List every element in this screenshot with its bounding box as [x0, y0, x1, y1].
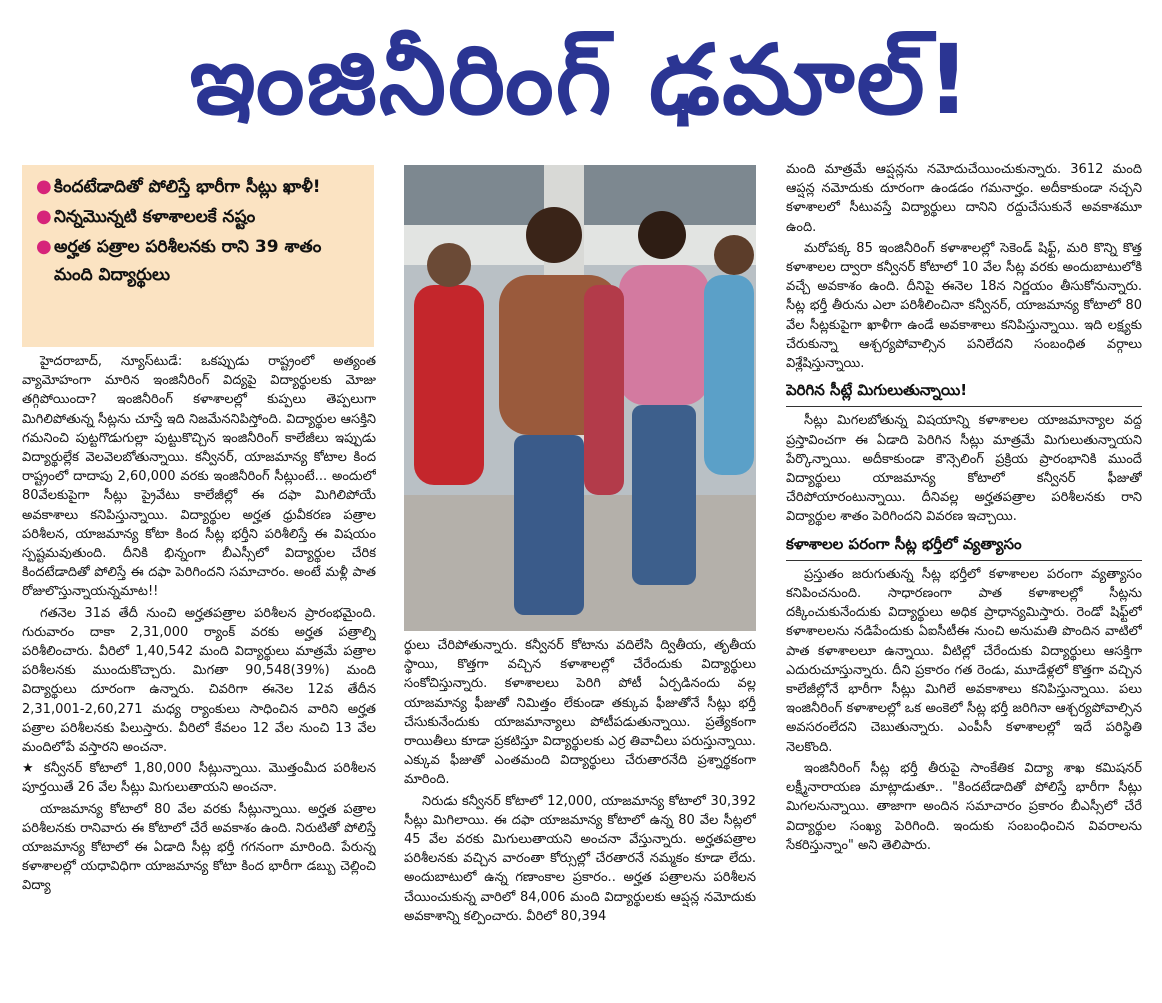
article-column-3 — [786, 160, 1142, 1000]
subheading: కళాశాలల పరంగా సీట్ల భర్తీలో వ్యత్యాసం — [786, 534, 1022, 553]
bullet-icon: ● — [36, 236, 52, 257]
bullet-icon: ● — [36, 176, 52, 197]
students-photo — [404, 165, 756, 631]
highlight-text: నిన్నమొన్నటి కళాశాలలకే నష్టం — [54, 207, 256, 227]
paragraph-text: కన్వీనర్ కోటాలో 1,80,000 సీట్లున్నాయి. మొత్తంమీద పరిశీలన పూర్తయితే 26 వేల సీట్లు మిగులుతాయని అంచనా. — [22, 761, 376, 796]
article-column-1 — [22, 352, 376, 1000]
article-column-2 — [404, 636, 756, 1000]
headline: ఇంజినీరింగ్ ఢమాల్! — [189, 24, 973, 136]
paragraph: సీట్లు మిగలబోతున్న విషయాన్ని కళాశాలల యాజమాన్యాల వద్ద ప్రస్తావించగా ఈ ఏడాది పెరిగిన సీట్లు మాత్రమే మిగులుతున్నాయని పేర్కొన్నాయి. అదీకాకుండా కౌన్సెలింగ్ ప్రక్రియ ప్రారంభానికి ముందే విద్యార్థులు యాజమాన్య కోటాలో కన్వీనర్ ఫీజుతో చేరిపోయారంటున్నాయి. దీనివల్ల అర్హతపత్రాల పరిశీలనకు రాని విద్యార్థుల శాతం పెరిగిందని వివరణ ఇచ్చాయి. — [786, 413, 1142, 525]
paragraph: మరోపక్క 85 ఇంజినీరింగ్ కళాశాలల్లో సెకెండ్ షిఫ్ట్, మరి కొన్ని కొత్త కళాశాలల ద్వారా కన్వీనర్ కోటాలో 10 వేల సీట్ల వరకు అందుబాటులోకి వచ్చే అవకాశం ఉంది. దీనిపై ఈనెల 18న నిర్ణయం తీసుకోనున్నారు. సీట్ల భర్తీ తీరును ఎలా పరిశీలించినా కన్వీనర్, యాజమాన్య కోటాలో 80 వేల సీట్లకుపైగా ఖాళీగా ఉండే అవకాశాలు కనిపిస్తున్నాయి. ఇది లక్ష్యకు చేరుకున్నా ఆశ్చర్యపోవాల్సిన పనిలేదని సంబంధిత వర్గాలు విశ్లేషిస్తున్నాయి. — [786, 240, 1142, 372]
highlight-item — [36, 203, 364, 231]
highlight-text: అర్హత పత్రాల పరిశీలనకు రాని 39 శాతం మంది విద్యార్థులు — [54, 237, 322, 285]
paragraph — [22, 759, 376, 797]
paragraph: నిరుడు కన్వీనర్ కోటాలో 12,000, యాజమాన్య కోటాలో 30,392 సీట్లు మిగిలాయి. ఈ దఫా యాజమాన్య కోటాలో ఉన్న 80 వేల సీట్లలో 45 వేల వరకు మిగులుతాయని అంచనా వేస్తున్నారు. అర్హతపత్రాల పరిశీలనకు వచ్చిన వారంతా కోర్సుల్లో చేరతారనే నమ్మకం కూడా లేదు. అందుబాటులో ఉన్న గణాంకాల ప్రకారం.. అర్హత పత్రాలను పరిశీలన చేయించుకున్న వారిలో 84,006 మంది విద్యార్థులకు ఆప్షన్ల నమోదుకు అవకాశాన్ని కల్పించారు. వీరిలో 80,394 — [404, 793, 756, 924]
paragraph: మంది మాత్రమే ఆప్షన్లను నమోదుచేయించుకున్నారు. 3612 మంది ఆప్షన్ల నమోదుకు దూరంగా ఉండడం గమనార్హం. అదీకాకుండా నచ్చని కళాశాలలో సీటువస్తే విద్యార్థులు దానిని రద్దుచేసుకునే అవకాశమూ ఉంది. — [786, 162, 1142, 235]
bullet-icon: ● — [36, 206, 52, 227]
highlight-item — [36, 233, 364, 289]
paragraph: ర్థులు చేరిపోతున్నారు. కన్వీనర్ కోటాను వదిలేసి ద్వితీయ, తృతీయ స్థాయి, కొత్తగా వచ్చిన కళాశాలల్లో చేరేందుకు విద్యార్థులు సంకోచిస్తున్నారు. కళాశాలలు పెరిగి పోటీ ఏర్పడినందు వల్ల యాజమాన్య ఫీజుతో నిమిత్తం లేకుండా తక్కువ ఫీజుతోనే సీట్లు భర్తీ చేసుకునేందుకు యాజమాన్యాలు పోటీపడుతున్నాయి. ప్రత్యేకంగా రాయితీలు కూడా ప్రకటిస్తూ విద్యార్థులకు ఎర్ర తివాచీలు పరుస్తున్నాయి. ఎక్కువ ఫీజుతో ఎంతమంది విద్యార్థులు చేరుతారనేది ప్రశ్నార్థకంగా మారింది. — [404, 638, 756, 788]
highlights-box — [22, 165, 374, 347]
paragraph: ప్రస్తుతం జరుగుతున్న సీట్ల భర్తీలో కళాశాలల పరంగా వ్యత్యాసం కనిపించనుంది. సాధారణంగా పాత కళాశాలల్లో సీట్లను దక్కించుకునేందుకు విద్యార్థులు అధిక ప్రాధాన్యమిస్తారు. రెండో షిఫ్ట్‌లో కళాశాలలను నడిపేందుకు ఏఐసీటీఈ నుంచి అనుమతి పొందిన వాటిలో పాత కళాశాలలూ ఉన్నాయి. వీటిల్లో చేరేందుకు విద్యార్థులు ఆసక్తిగా ఎదురుచూస్తున్నారు. దీని ప్రకారం గత రెండు, మూడేళ్లలో కొత్తగా వచ్చిన కాలేజీల్లోనే భారీగా సీట్లు మిగిలే అవకాశాలు కనిపిస్తున్నాయి. పలు ఇంజినీరింగ్ కళాశాలల్లో ఒక అంకెలో సీట్ల భర్తీ జరిగినా ఆశ్చర్యపోవాల్సిన అవసరంలేదని చెబుతున్నారు. ఎంపీసీ కళాశాలల్లో ఇదే పరిస్థితి నెలకొంది. — [786, 566, 1142, 755]
subheading: పెరిగిన సీట్లే మిగులుతున్నాయి! — [786, 381, 968, 400]
star-icon: ★ — [22, 761, 37, 777]
highlight-text: కిందటేడాదితో పోలిస్తే భారీగా సీట్లు ఖాళీ! — [54, 177, 321, 197]
paragraph: గతనెల 31వ తేదీ నుంచి అర్హతపత్రాల పరిశీలన ప్రారంభమైంది. గురువారం దాకా 2,31,000 ర్యాంక్ వరకు అర్హత పత్రాల్ని పరిశీలించారు. వీరిలో 1,40,542 మంది విద్యార్థులు మాత్రమే పత్రాల పరిశీలనకు ముందుకొచ్చారు. మిగతా 90,548(39%) మంది విద్యార్థులు దూరంగా ఉన్నారు. చివరిగా ఈనెల 12వ తేదీన 2,31,001-2,60,271 మధ్య ర్యాంకులు సాధించిన వారిని అర్హత పత్రాల పరిశీలనకు పిలుస్తారు. వీరిలో కేవలం 12 వేల నుంచి 13 వేల మందిలోపే వస్తారని అంచనా. — [22, 605, 376, 756]
paragraph: యాజమాన్య కోటాలో 80 వేల వరకు సీట్లున్నాయి. అర్హత పత్రాల పరిశీలనకు రానివారు ఈ కోటాలో చేరే అవకాశం ఉంది. నిరుటితో పోలిస్తే యాజమాన్య కోటాలో ఈ ఏడాది సీట్ల భర్తీ గగనంగా మారింది. పేరున్న కళాశాలల్లో యధావిధిగా యాజమాన్య కోటా కింద భారీగా డబ్బు చెల్లించి విద్యా — [22, 801, 376, 894]
divider — [786, 560, 1142, 561]
paragraph: ఇంజినీరింగ్ సీట్ల భర్తీ తీరుపై సాంకేతిక విద్యా శాఖ కమిషనర్ లక్ష్మీనారాయణ మాట్లాడుతూ.. "కిందటేడాదితో పోలిస్తే భారీగా సీట్లు మిగలనున్నాయి. తాజాగా అందిన సమాచారం ప్రకారం బీఎస్సీలో చేరే విద్యార్థుల సంఖ్య పెరిగింది. ఇందుకు సంబంధించిన వివరాలను సేకరిస్తున్నాం" అని తెలిపారు. — [786, 760, 1142, 853]
divider — [786, 406, 1142, 407]
highlight-item — [36, 173, 364, 201]
paragraph: హైదరాబాద్, న్యూస్‌టుడే: ఒకప్పుడు రాష్ట్రంలో అత్యంత వ్యామోహంగా మారిన ఇంజినీరింగ్ విద్యపై విద్యార్థులకు మోజు తగ్గిపోయిందా? ఇంజినీరింగ్ కళాశాలల్లో కుప్పలు తెప్పలుగా మిగిలిపోతున్న సీట్లను చూస్తే ఇది నిజమేననిపిస్తోంది. విద్యార్థుల ఆసక్తిని గమనించి పుట్టగొడుగుల్లా పుట్టుకొచ్చిన ఇంజినీరింగ్ కాలేజీలు ఇప్పుడు విద్యార్థుల్లేక వెలవెలబోతున్నాయి. కన్వీనర్, యాజమాన్య కోటాల కింద రాష్ట్రంలో దాదాపు 2,60,000 వరకు ఇంజినీరింగ్ సీట్లుంటే... అందులో 80వేలకుపైగా సీట్లు ప్రైవేటు కాలేజీల్లో ఈ దఫా మిగిలిపోయే అవకాశాలు కనిపిస్తున్నాయి. విద్యార్థుల అర్హత ధ్రువీకరణ పత్రాల పరిశీలన, యాజమాన్య కోటా కింద సీట్ల భర్తీని పరిశీలిస్తే ఈ విషయం స్పష్టమవుతుంది. దీనికి భిన్నంగా బీఎస్సీలో విద్యార్థుల చేరిక కిందటేడాదితో పోలిస్తే ఈ దఫా పెరిగిందని సమాచారం. అంటే మళ్లీ పాత రోజులొస్తున్నాయన్నమాట!! — [22, 354, 376, 600]
